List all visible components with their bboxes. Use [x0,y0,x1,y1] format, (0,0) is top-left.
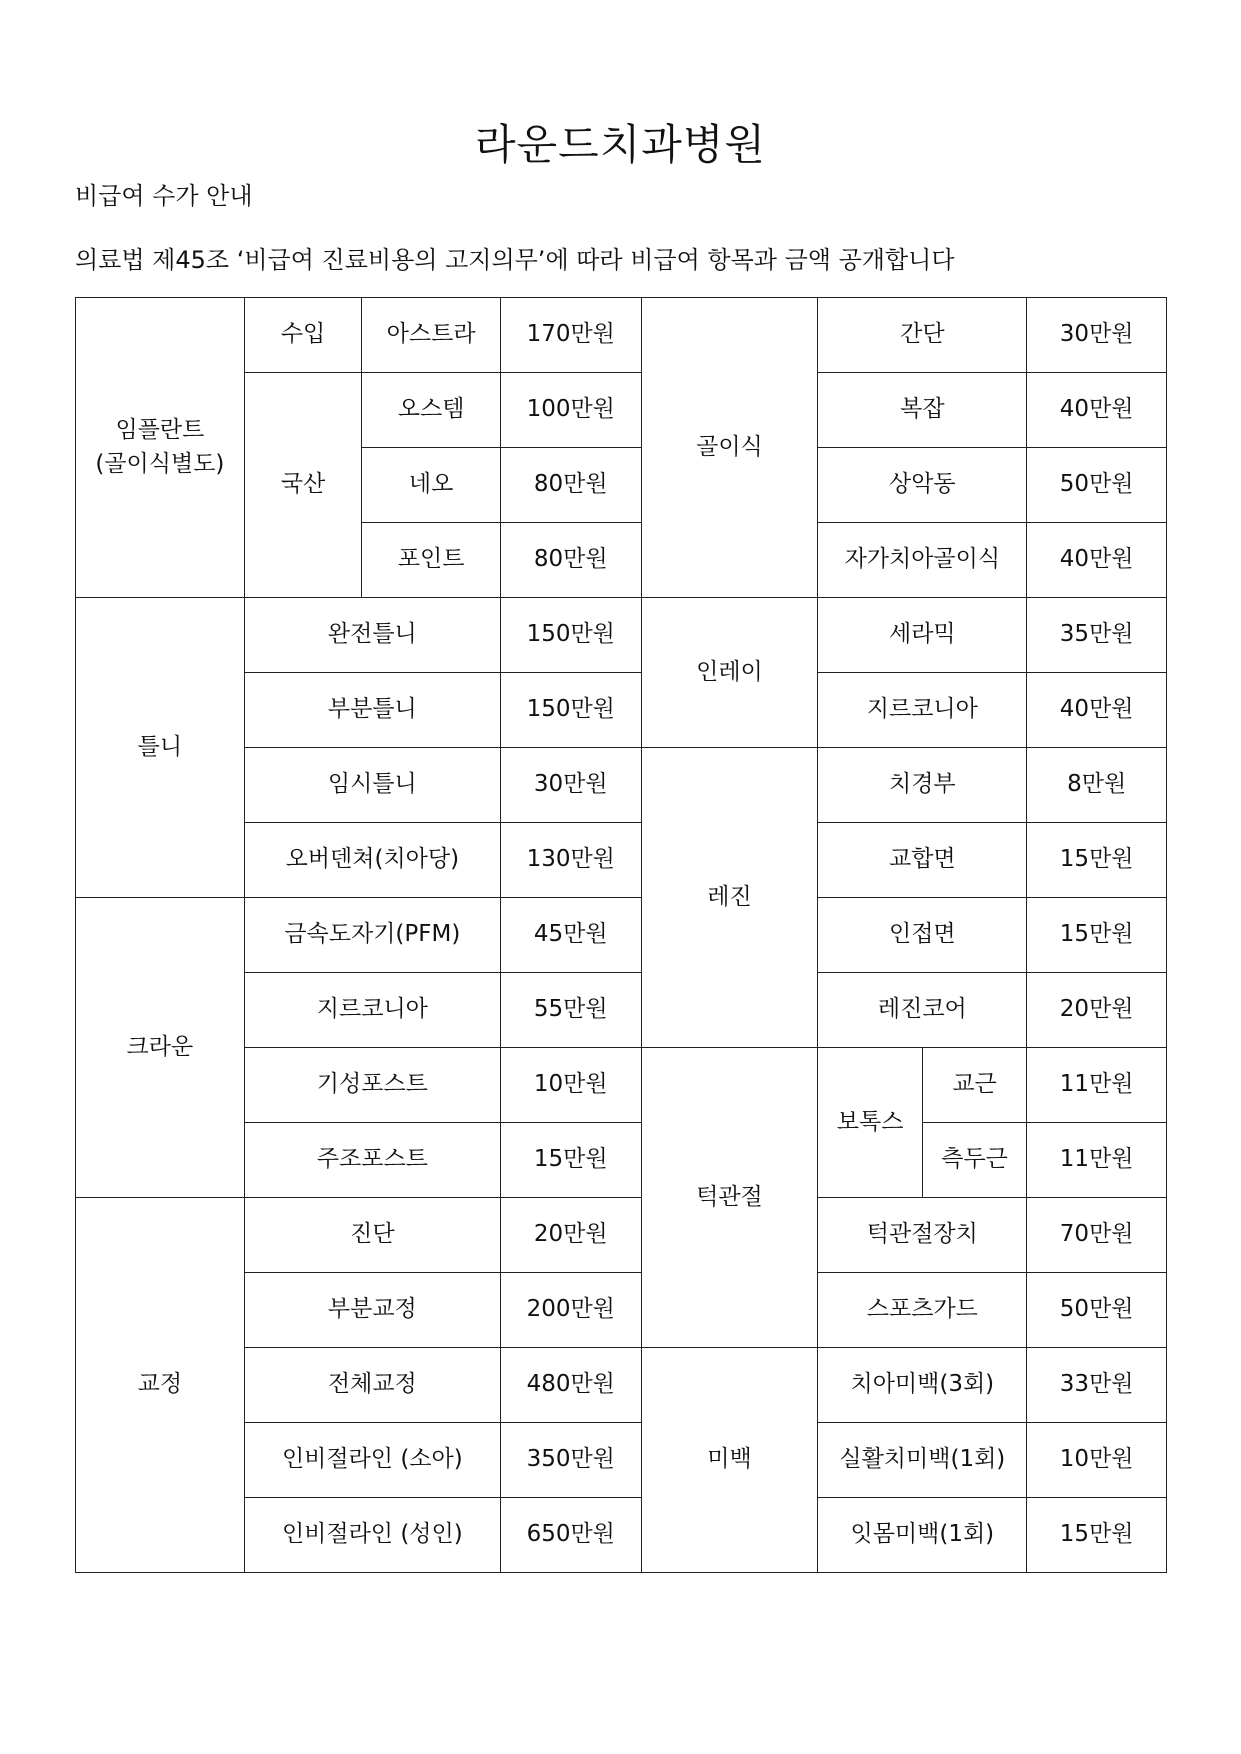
item-price: 100만원 [500,373,641,448]
category-bonegraft: 골이식 [641,298,818,598]
item-price: 30만원 [1027,298,1167,373]
item-price: 20만원 [500,1198,641,1273]
category-whitening: 미백 [641,1348,818,1573]
legal-notice: 의료법 제45조 ‘비급여 진료비용의 고지의무’에 따라 비급여 항목과 금액 공개합니다 [75,246,955,274]
item-price: 50만원 [1027,1273,1167,1348]
item-price: 11만원 [1027,1048,1167,1123]
table-row [76,898,1167,973]
item-name: 교근 [922,1048,1026,1123]
category-inlay: 인레이 [641,598,818,748]
item-price: 15만원 [1027,823,1167,898]
item-name: 주조포스트 [244,1123,500,1198]
item-price: 130만원 [500,823,641,898]
item-price: 150만원 [500,673,641,748]
item-price: 10만원 [1027,1423,1167,1498]
item-price: 80만원 [500,448,641,523]
item-name: 교합면 [818,823,1027,898]
item-name: 부분교정 [244,1273,500,1348]
fee-table [75,297,1167,1573]
item-price: 15만원 [1027,1498,1167,1573]
item-price: 30만원 [500,748,641,823]
item-price: 10만원 [500,1048,641,1123]
item-name: 진단 [244,1198,500,1273]
item-name: 아스트라 [362,298,501,373]
item-name: 치아미백(3회) [818,1348,1027,1423]
item-name: 측두근 [922,1123,1026,1198]
item-price: 40만원 [1027,523,1167,598]
table-row [76,298,1167,373]
category-denture: 틀니 [76,598,245,898]
item-name: 포인트 [362,523,501,598]
item-price: 33만원 [1027,1348,1167,1423]
item-name: 임시틀니 [244,748,500,823]
page-title: 라운드치과병원 [474,120,766,170]
category-implant: 임플란트 (골이식별도) [76,298,245,598]
category-tmj: 턱관절 [641,1048,818,1348]
item-name: 오버덴쳐(치아당) [244,823,500,898]
item-name: 인비절라인 (소아) [244,1423,500,1498]
item-name: 부분틀니 [244,673,500,748]
item-price: 170만원 [500,298,641,373]
item-price: 45만원 [500,898,641,973]
item-name: 완전틀니 [244,598,500,673]
item-price: 50만원 [1027,448,1167,523]
item-name: 네오 [362,448,501,523]
subcategory-botox: 보톡스 [818,1048,922,1198]
category-resin: 레진 [641,748,818,1048]
item-name: 금속도자기(PFM) [244,898,500,973]
item-name: 지르코니아 [818,673,1027,748]
item-name: 인비절라인 (성인) [244,1498,500,1573]
item-price: 11만원 [1027,1123,1167,1198]
item-name: 간단 [818,298,1027,373]
item-name: 지르코니아 [244,973,500,1048]
item-price: 650만원 [500,1498,641,1573]
item-price: 200만원 [500,1273,641,1348]
category-crown: 크라운 [76,898,245,1198]
item-price: 55만원 [500,973,641,1048]
item-price: 8만원 [1027,748,1167,823]
item-name: 기성포스트 [244,1048,500,1123]
item-name: 전체교정 [244,1348,500,1423]
item-price: 350만원 [500,1423,641,1498]
table-row [76,1198,1167,1273]
item-price: 20만원 [1027,973,1167,1048]
item-name: 치경부 [818,748,1027,823]
subcategory-domestic: 국산 [244,373,362,598]
item-price: 15만원 [1027,898,1167,973]
item-price: 40만원 [1027,373,1167,448]
item-price: 80만원 [500,523,641,598]
table-row [76,598,1167,673]
item-name: 복잡 [818,373,1027,448]
item-name: 세라믹 [818,598,1027,673]
item-price: 40만원 [1027,673,1167,748]
item-name: 잇몸미백(1회) [818,1498,1027,1573]
item-price: 150만원 [500,598,641,673]
category-ortho: 교정 [76,1198,245,1573]
item-price: 480만원 [500,1348,641,1423]
item-price: 15만원 [500,1123,641,1198]
item-name: 턱관절장치 [818,1198,1027,1273]
item-name: 실활치미백(1회) [818,1423,1027,1498]
item-name: 스포츠가드 [818,1273,1027,1348]
item-price: 35만원 [1027,598,1167,673]
item-name: 상악동 [818,448,1027,523]
item-price: 70만원 [1027,1198,1167,1273]
page-subtitle: 비급여 수가 안내 [75,182,253,210]
subcategory-import: 수입 [244,298,362,373]
item-name: 인접면 [818,898,1027,973]
item-name: 오스템 [362,373,501,448]
item-name: 자가치아골이식 [818,523,1027,598]
item-name: 레진코어 [818,973,1027,1048]
